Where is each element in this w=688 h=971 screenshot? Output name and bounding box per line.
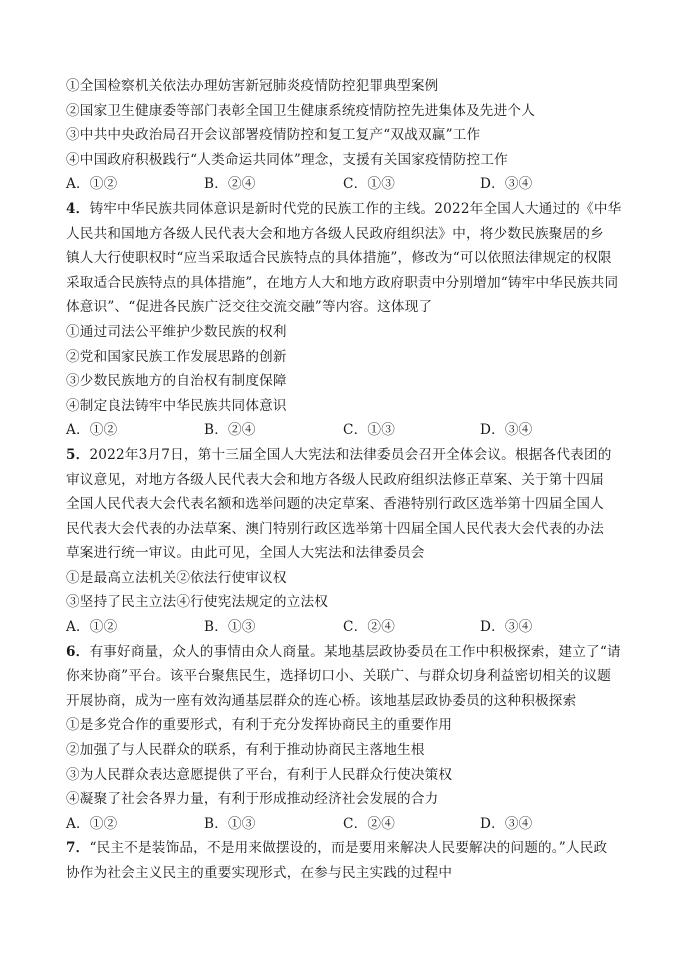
- q5-option-b: B．①③: [204, 619, 256, 636]
- q6-item-4: ④凝聚了社会各界力量，有利于形成推动经济社会发展的合力: [66, 791, 439, 808]
- q4-item-3: ③少数民族地方的自治权有制度保障: [66, 373, 287, 390]
- q7-stem-text-1: “民主不是装饰品，不是用来做摆设的，而是要用来解决人民要解决的问题的。”人民政: [89, 840, 608, 857]
- q3-item-3: ③中共中央政治局召开会议部署疫情防控和复工复产“双战双赢”工作: [66, 127, 481, 144]
- q5-stem-line-2: 审议意见，对地方各级人民代表大会和地方各级人民政府组织法修正草案、关于第十四届: [66, 471, 604, 488]
- q6-stem-line-2: 你来协商”平台。该平台聚焦民生，选择切口小、关联广、与群众切身利益密切相关的议题: [66, 668, 612, 685]
- q6-number: 6．: [66, 643, 90, 660]
- q4-option-c: C．①③: [343, 422, 395, 439]
- q7-stem-line-1: [66, 836, 626, 861]
- q4-options: [66, 418, 626, 443]
- q6-item-2: ②加强了与人民群众的联系，有利于推动协商民主落地生根: [66, 742, 425, 759]
- q6-item-1: ①是多党合作的重要形式，有利于充分发挥协商民主的重要作用: [66, 717, 453, 734]
- q6-option-d: D．③④: [480, 815, 533, 832]
- q5-stem-text-1: 2022年3月7日，第十三届全国人大宪法和法律委员会召开全体会议。根据各代表团的: [89, 446, 612, 463]
- q4-stem-line-3: 镇人大行使职权时“应当采取适合民族特点的具体措施”，修改为“可以依照法律规定的权限: [66, 250, 612, 267]
- q4-stem-line-4: 采取适合民族特点的具体措施”，在地方人大和地方政府职责中分别增加“铸牢中华民族共同: [66, 274, 619, 291]
- q3-option-d: D．③④: [480, 176, 533, 193]
- q3-options: [66, 172, 626, 197]
- q6-option-a: A．①②: [66, 815, 118, 832]
- q6-option-c: C．②④: [343, 815, 395, 832]
- q4-option-b: B．②④: [204, 422, 256, 439]
- q4-number: 4．: [66, 200, 90, 217]
- q4-item-2: ②党和国家民族工作发展思路的创新: [66, 348, 287, 365]
- q4-option-a: A．①②: [66, 422, 118, 439]
- q5-option-c: C．②④: [343, 619, 395, 636]
- q3-item-4: ④中国政府积极践行“人类命运共同体”理念，支援有关国家疫情防控工作: [66, 151, 508, 168]
- q6-item-3: ③为人民群众表达意愿提供了平台，有利于人民群众行使决策权: [66, 766, 453, 783]
- q4-stem-line-5: 体意识”、“促进各民族广泛交往交流交融”等内容。这体现了: [66, 299, 433, 316]
- q5-option-d: D．③④: [480, 619, 533, 636]
- q4-stem-line-2: 人民共和国地方各级人民代表大会和地方各级人民政府组织法》中，将少数民族聚居的乡: [66, 225, 604, 242]
- q5-stem-line-4: 民代表大会代表的办法草案、澳门特别行政区选举第十四届全国人民代表大会代表的办法: [66, 520, 604, 537]
- q5-item-1: ①是最高立法机关②依法行使审议权: [66, 569, 287, 586]
- q6-options: [66, 812, 626, 837]
- q6-stem-line-3: 开展协商，成为一座有效沟通基层群众的连心桥。该地基层政协委员的这种积极探索: [66, 692, 577, 709]
- q6-stem-text-1: 有事好商量，众人的事情由众人商量。某地基层政协委员在工作中积极探索，建立了“请: [89, 643, 621, 660]
- q5-stem-line-1: [66, 443, 626, 468]
- q5-item-2: ③坚持了民主立法④行使宪法规定的立法权: [66, 594, 329, 611]
- q3-option-a: A．①②: [66, 176, 118, 193]
- q5-option-a: A．①②: [66, 619, 118, 636]
- exam-page: [66, 74, 626, 886]
- q3-item-2: ②国家卫生健康委等部门表彰全国卫生健康系统疫情防控先进集体及先进个人: [66, 102, 535, 119]
- q5-stem-line-5: 草案进行统一审议。由此可见，全国人大宪法和法律委员会: [66, 545, 425, 562]
- q7-stem-line-2: 协作为社会主义民主的重要实现形式，在参与民主实践的过程中: [66, 865, 453, 881]
- q6-stem-line-1: [66, 640, 626, 665]
- q4-stem-line-1: [66, 197, 626, 222]
- q6-option-b: B．①③: [204, 815, 256, 832]
- q3-option-c: C．①③: [343, 176, 395, 193]
- q5-number: 5．: [66, 446, 90, 463]
- q4-item-4: ④制定良法铸牢中华民族共同体意识: [66, 397, 287, 414]
- q3-option-b: B．②④: [204, 176, 256, 193]
- q5-options: [66, 615, 626, 640]
- q7-number: 7．: [66, 840, 90, 857]
- q4-stem-text-1: 铸牢中华民族共同体意识是新时代党的民族工作的主线。2022年全国人大通过的《中华: [89, 200, 622, 217]
- q4-item-1: ①通过司法公平维护少数民族的权利: [66, 323, 287, 340]
- q3-item-1: ①全国检察机关依法办理妨害新冠肺炎疫情防控犯罪典型案例: [66, 78, 439, 94]
- q5-stem-line-3: 全国人民代表大会代表名额和选举问题的决定草案、香港特别行政区选举第十四届全国人: [66, 496, 604, 513]
- q4-option-d: D．③④: [480, 422, 533, 439]
